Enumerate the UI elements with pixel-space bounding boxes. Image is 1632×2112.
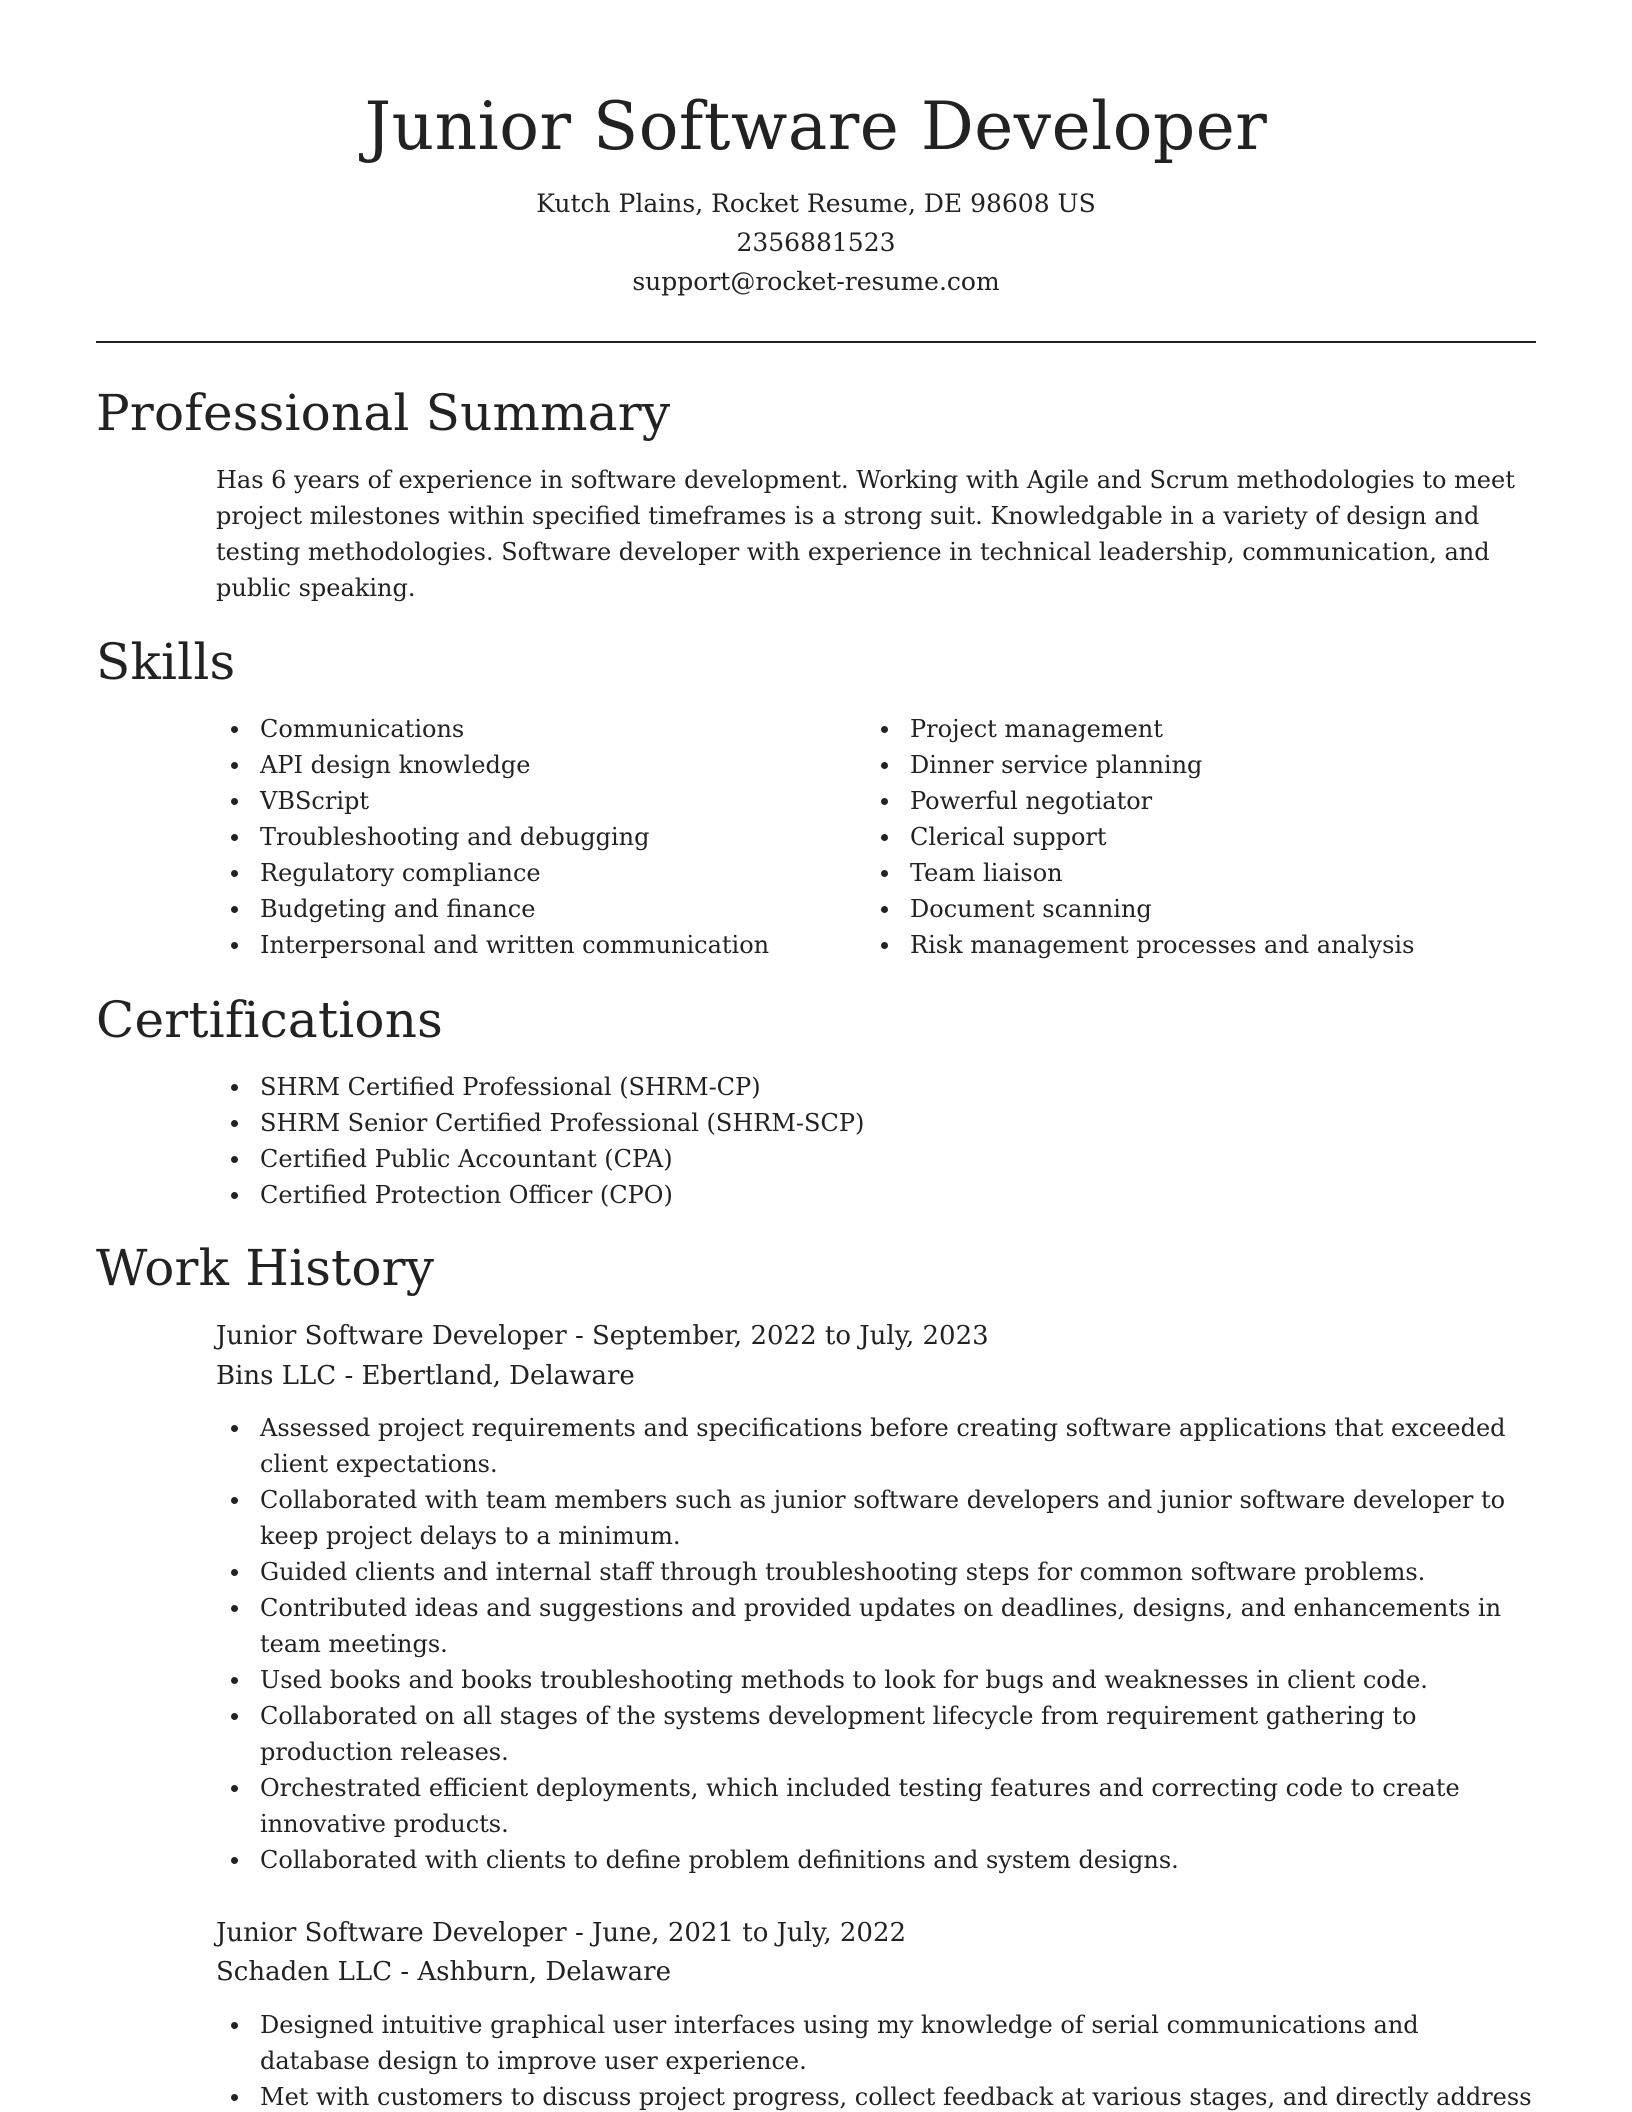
skill-item: Troubleshooting and debugging <box>216 819 856 855</box>
job-title-line: Junior Software Developer - September, 2022 to July, 2023 <box>216 1321 989 1351</box>
candidate-name: Junior Software Developer <box>364 88 1268 165</box>
certification-item: SHRM Senior Certified Professional (SHRM-SCP) <box>216 1105 1536 1141</box>
skill-item: Risk management processes and analysis <box>866 927 1536 963</box>
job-duties-list <box>216 1410 1536 1878</box>
skill-item: Dinner service planning <box>866 747 1536 783</box>
work-history-heading: Work History <box>96 1239 435 1297</box>
certification-item: SHRM Certified Professional (SHRM-CP) <box>216 1069 1536 1105</box>
contact-email: support@rocket-resume.com <box>632 267 1000 296</box>
job-duty-item: Assessed project requirements and specifications before creating software applications that exceeded client expectations. <box>216 1410 1536 1482</box>
skills-list-right <box>866 711 1536 963</box>
job-duty-item: Collaborated with clients to define problem definitions and system designs. <box>216 1842 1536 1878</box>
job-duty-item: Used books and books troubleshooting methods to look for bugs and weaknesses in client code. <box>216 1662 1536 1698</box>
skill-item: Communications <box>216 711 856 747</box>
job-title-line: Junior Software Developer - June, 2021 to July, 2022 <box>216 1918 907 1948</box>
summary-heading: Professional Summary <box>96 384 671 442</box>
job-duty-item: Met with customers to discuss project progress, collect feedback at various stages, and directly address <box>216 2079 1536 2112</box>
job-duty-item: Orchestrated efficient deployments, which included testing features and correcting code to create innovative products. <box>216 1770 1536 1842</box>
certification-item: Certified Protection Officer (CPO) <box>216 1177 1536 1213</box>
contact-info <box>96 184 1536 301</box>
job-duties-list <box>216 2007 1536 2112</box>
skill-item: Project management <box>866 711 1536 747</box>
skill-item: Regulatory compliance <box>216 855 856 891</box>
skill-item: VBScript <box>216 783 856 819</box>
skills-list-left <box>216 711 856 963</box>
skill-item: Budgeting and finance <box>216 891 856 927</box>
skill-item: Team liaison <box>866 855 1536 891</box>
job-duty-item: Collaborated on all stages of the systems development lifecycle from requirement gathering to production releases. <box>216 1698 1536 1770</box>
job-duty-item: Designed intuitive graphical user interfaces using my knowledge of serial communications and database design to improve user experience. <box>216 2007 1536 2079</box>
skill-item: Powerful negotiator <box>866 783 1536 819</box>
header-divider <box>96 341 1536 343</box>
certifications-list <box>216 1069 1536 1213</box>
skills-heading: Skills <box>96 633 236 691</box>
job-duty-item: Guided clients and internal staff through troubleshooting steps for common software problems. <box>216 1554 1536 1590</box>
contact-address: Kutch Plains, Rocket Resume, DE 98608 US <box>536 189 1096 218</box>
contact-phone: 2356881523 <box>736 228 896 257</box>
job-company-line: Schaden LLC - Ashburn, Delaware <box>216 1957 671 1987</box>
job-duty-item: Contributed ideas and suggestions and provided updates on deadlines, designs, and enhancements in team meetings. <box>216 1590 1536 1662</box>
skill-item: API design knowledge <box>216 747 856 783</box>
certifications-heading: Certifications <box>96 991 443 1049</box>
summary-text: Has 6 years of experience in software development. Working with Agile and Scrum methodologies to meet project milestones within specified timeframes is a strong suit. Knowledgable in a variety of design and testing methodologies. Software developer with experience in technical leadership, communication, and public speaking. <box>216 466 1515 602</box>
skill-item: Document scanning <box>866 891 1536 927</box>
skill-item: Clerical support <box>866 819 1536 855</box>
job-company-line: Bins LLC - Ebertland, Delaware <box>216 1361 635 1391</box>
resume-header <box>96 82 1536 301</box>
job-duty-item: Collaborated with team members such as junior software developers and junior software developer to keep project delays to a minimum. <box>216 1482 1536 1554</box>
certification-item: Certified Public Accountant (CPA) <box>216 1141 1536 1177</box>
skill-item: Interpersonal and written communication <box>216 927 856 963</box>
